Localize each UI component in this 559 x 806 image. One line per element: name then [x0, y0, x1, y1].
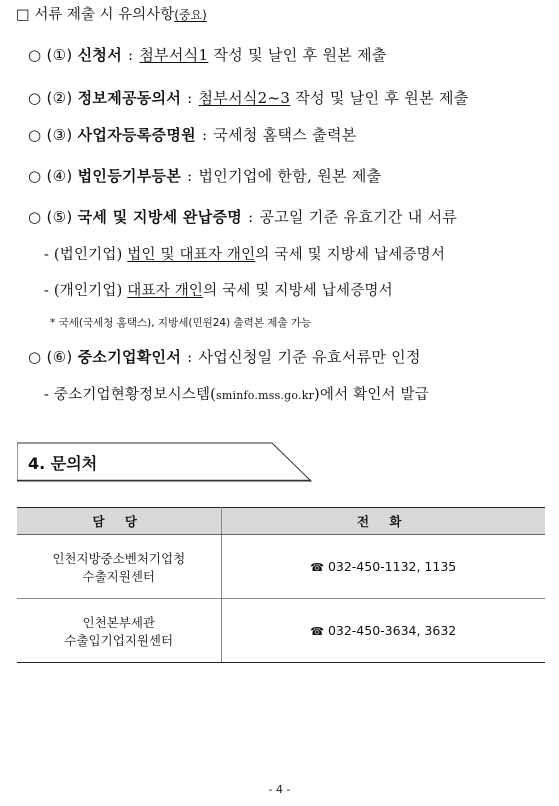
doc-number: (⑤): [46, 208, 73, 226]
department-name: 인천본부세관: [82, 614, 155, 630]
doc-item-5: [28, 206, 457, 227]
department-center: 수출입기업지원센터: [64, 632, 174, 648]
doc-colon: :: [201, 126, 208, 144]
doc-colon: :: [187, 167, 193, 185]
table-row: [17, 599, 545, 663]
notice-heading: [16, 3, 207, 24]
page-number: - 4 -: [268, 783, 291, 796]
bullet-circle-icon: ○: [28, 126, 42, 144]
sminfo-url: sminfo.mss.go.kr: [216, 389, 315, 402]
doc-item-6: [28, 346, 421, 367]
sub-rest: 의 국세 및 지방세 납세증명서: [203, 283, 393, 299]
doc-number: (⑥): [46, 348, 73, 366]
doc-number: (③): [46, 126, 73, 144]
doc-colon: :: [187, 89, 193, 107]
doc-description: 법인기업에 한함, 원본 제출: [198, 167, 382, 185]
doc-description: 작성 및 날인 후 원본 제출: [208, 46, 387, 64]
doc-colon: :: [248, 208, 254, 226]
table-header-row: [17, 508, 545, 535]
sub-prefix: - (법인기업): [44, 247, 128, 263]
bullet-circle-icon: ○: [28, 348, 42, 366]
doc-item-1: [28, 44, 387, 65]
doc-attachment-link: 첨부서식2~3: [198, 89, 291, 107]
department-center: 수출지원센터: [82, 568, 155, 584]
sub-highlight: 법인 및 대표자 개인: [127, 247, 256, 263]
bullet-circle-icon: ○: [28, 167, 42, 185]
section-title: 4. 문의처: [28, 454, 98, 473]
doc-number: (①): [46, 46, 73, 64]
doc-name: 법인등기부등본: [77, 167, 182, 185]
header-department: 담 당: [17, 508, 221, 535]
doc-name: 중소기업확인서: [77, 348, 182, 366]
doc-name: 국세 및 지방세 완납증명: [77, 208, 243, 226]
doc-item-4: [28, 165, 381, 186]
doc-description: 작성 및 날인 후 원본 제출: [290, 89, 469, 107]
bullet-circle-icon: ○: [28, 89, 42, 107]
contact-table: [17, 507, 545, 663]
doc-attachment-link: 첨부서식1: [139, 46, 209, 64]
doc-description: 사업신청일 기준 유효서류만 인정: [198, 348, 421, 366]
sub-rest: )에서 확인서 발급: [314, 387, 429, 403]
doc-name: 사업자등록증명원: [77, 126, 196, 144]
doc-item-2: [28, 87, 469, 108]
doc-colon: :: [187, 348, 193, 366]
phone-icon: ☎: [310, 625, 324, 638]
doc-number: (④): [46, 167, 73, 185]
phone-cell: [221, 535, 545, 599]
sub-prefix: - (개인기업): [44, 283, 128, 299]
header-phone: 전 화: [221, 508, 545, 535]
tax-sub-corporate: [44, 243, 445, 264]
phone-number: 032-450-1132, 1135: [327, 559, 457, 574]
sub-prefix: - 중소기업현황정보시스템(: [44, 387, 217, 403]
section-header: [17, 442, 313, 482]
sub-rest: 의 국세 및 지방세 납세증명서: [255, 247, 446, 263]
notice-title: 서류 제출 시 유의사항: [34, 7, 175, 23]
tax-note: * 국세(국세청 홈택스), 지방세(민원24) 출력본 제출 가능: [50, 317, 312, 329]
doc-description: 공고일 기준 유효기간 내 서류: [259, 208, 458, 226]
phone-number: 032-450-3634, 3632: [327, 623, 457, 638]
important-label: (중요): [174, 8, 207, 22]
table-row: [17, 535, 545, 599]
department-cell: [17, 535, 221, 599]
bullet-circle-icon: ○: [28, 208, 42, 226]
department-cell: [17, 599, 221, 663]
checkbox-icon: □: [16, 7, 30, 23]
doc-number: (②): [46, 89, 73, 107]
bullet-circle-icon: ○: [28, 46, 42, 64]
doc-name: 정보제공동의서: [77, 89, 182, 107]
doc-colon: :: [127, 46, 134, 64]
department-name: 인천지방중소벤처기업청: [52, 550, 186, 566]
phone-cell: [221, 599, 545, 663]
doc-name: 신청서: [77, 46, 122, 64]
phone-icon: ☎: [310, 561, 324, 574]
tax-sub-individual: [44, 279, 393, 300]
sub-highlight: 대표자 개인: [127, 283, 204, 299]
doc-description: 국세청 홈택스 출력본: [213, 126, 357, 144]
doc-item-3: [28, 124, 357, 145]
sme-sub: [44, 383, 429, 404]
